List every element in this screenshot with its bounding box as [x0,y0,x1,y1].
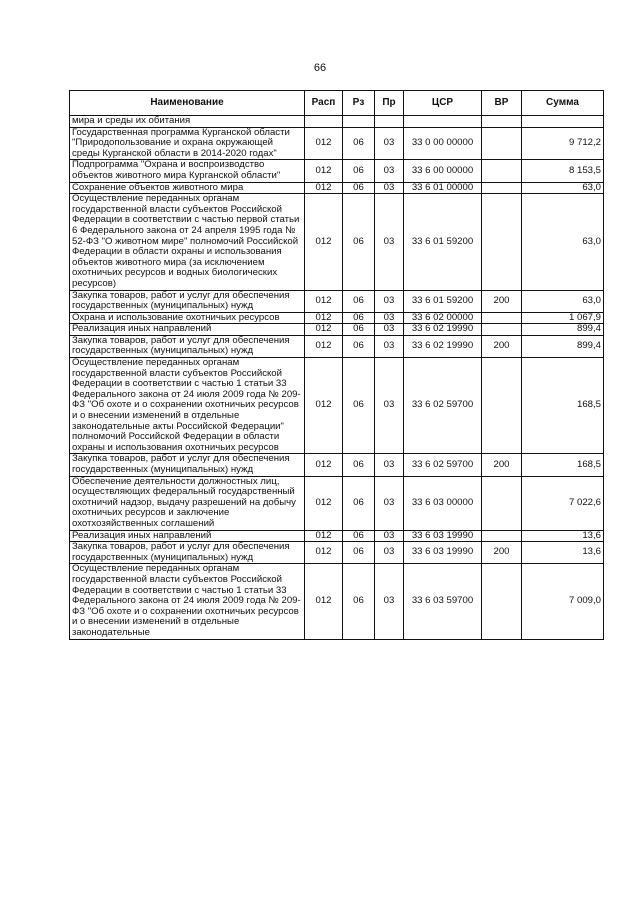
row-csr: 33 6 02 59700 [404,454,482,476]
row-csr: 33 6 03 00000 [404,476,482,530]
row-sum: 7 009,0 [522,564,604,639]
row-rz: 06 [343,454,375,476]
row-pr: 03 [375,454,404,476]
row-rz: 06 [343,335,375,357]
row-rasp: 012 [305,194,343,290]
row-name: Закупка товаров, работ и услуг для обеспечения государственных (муниципальных) нужд [70,454,305,476]
row-name: Осуществление переданных органам государственной власти субъектов Российской Федерации в соответствии с частью 1 статьи 33 Федерального закона от 24 июля 2009 года № 209-ФЗ "Об охоте и о сохранении охотничьих ресурсов и о внесении изменений в отдельные законодательные акты Российской Федерации" полномочий Российской Федерации в области охраны и использования охотничьих ресурсов [70,358,305,454]
row-name: Охрана и использование охотничьих ресурсов [70,312,305,324]
row-rasp: 012 [305,454,343,476]
row-pr: 03 [375,182,404,194]
row-vr [482,358,522,454]
row-csr: 33 6 01 59200 [404,194,482,290]
row-rasp: 012 [305,312,343,324]
row-vr [482,182,522,194]
column-header-sum: Сумма [522,91,604,116]
row-vr: 200 [482,335,522,357]
row-vr [482,312,522,324]
row-vr [482,476,522,530]
column-header-vr: ВР [482,91,522,116]
table-row [70,194,604,290]
row-vr [482,530,522,542]
table-row [70,530,604,542]
row-sum: 7 022,6 [522,476,604,530]
row-rasp: 012 [305,335,343,357]
row-rz: 06 [343,182,375,194]
row-rz: 06 [343,160,375,182]
row-csr: 33 6 00 00000 [404,160,482,182]
row-rz: 06 [343,324,375,336]
row-pr: 03 [375,564,404,639]
table-row [70,182,604,194]
row-rasp: 012 [305,160,343,182]
row-rasp [305,116,343,128]
row-rasp: 012 [305,324,343,336]
column-header-csr: ЦСР [404,91,482,116]
table-row [70,312,604,324]
row-sum: 13,6 [522,542,604,564]
row-rz: 06 [343,542,375,564]
row-sum: 168,5 [522,454,604,476]
row-sum: 9 712,2 [522,127,604,160]
row-pr: 03 [375,542,404,564]
row-rasp: 012 [305,290,343,312]
column-header-name: Наименование [70,91,305,116]
column-header-rz: Рз [343,91,375,116]
row-name: Закупка товаров, работ и услуг для обеспечения государственных (муниципальных) нужд [70,290,305,312]
table-row [70,454,604,476]
row-rz: 06 [343,476,375,530]
row-rz: 06 [343,127,375,160]
row-sum: 8 153,5 [522,160,604,182]
row-csr: 33 6 01 00000 [404,182,482,194]
row-rasp: 012 [305,530,343,542]
column-header-rasp: Расп [305,91,343,116]
row-csr: 33 6 01 59200 [404,290,482,312]
row-rasp: 012 [305,127,343,160]
row-rasp: 012 [305,476,343,530]
table-row [70,127,604,160]
row-rasp: 012 [305,564,343,639]
table-row [70,116,604,128]
row-name: Реализация иных направлений [70,530,305,542]
row-vr [482,127,522,160]
row-pr: 03 [375,312,404,324]
row-rz: 06 [343,564,375,639]
budget-table [69,90,604,640]
table-row [70,476,604,530]
table-row [70,290,604,312]
table-row [70,564,604,639]
row-sum [522,116,604,128]
row-pr: 03 [375,290,404,312]
row-rz: 06 [343,358,375,454]
row-name: Закупка товаров, работ и услуг для обеспечения государственных (муниципальных) нужд [70,542,305,564]
row-pr: 03 [375,476,404,530]
row-name: мира и среды их обитания [70,116,305,128]
row-rasp: 012 [305,182,343,194]
row-name: Закупка товаров, работ и услуг для обеспечения государственных (муниципальных) нужд [70,335,305,357]
row-name: Обеспечение деятельности должностных лиц, осуществляющих федеральный государственный охотничий надзор, выдачу разрешений на добычу охотничьих ресурсов и заключение охотхозяйственных соглашений [70,476,305,530]
table-row [70,160,604,182]
row-rz [343,116,375,128]
row-pr: 03 [375,324,404,336]
row-name: Реализация иных направлений [70,324,305,336]
row-vr [482,564,522,639]
row-pr: 03 [375,160,404,182]
row-sum: 63,0 [522,290,604,312]
table-row [70,324,604,336]
row-sum: 168,5 [522,358,604,454]
row-csr: 33 6 03 19990 [404,530,482,542]
row-sum: 63,0 [522,194,604,290]
table-row [70,542,604,564]
row-pr: 03 [375,194,404,290]
row-pr: 03 [375,358,404,454]
row-vr [482,194,522,290]
row-csr: 33 6 02 19990 [404,324,482,336]
table-row [70,358,604,454]
row-vr [482,116,522,128]
row-name: Сохранение объектов животного мира [70,182,305,194]
row-rz: 06 [343,290,375,312]
row-vr [482,160,522,182]
row-pr: 03 [375,530,404,542]
row-pr: 03 [375,127,404,160]
row-name: Подпрограмма "Охрана и воспроизводство объектов животного мира Курганской области" [70,160,305,182]
row-csr: 33 6 03 19990 [404,542,482,564]
row-rasp: 012 [305,542,343,564]
row-vr: 200 [482,290,522,312]
row-name: Осуществление переданных органам государственной власти субъектов Российской Федерации в соответствии с частью 1 статьи 33 Федерального закона от 24 июля 2009 года № 209-ФЗ "Об охоте и о сохранении охотничьих ресурсов и о внесении изменений в отдельные законодательные [70,564,305,639]
row-csr: 33 6 02 19990 [404,335,482,357]
row-sum: 13,6 [522,530,604,542]
row-csr: 33 6 02 00000 [404,312,482,324]
row-vr: 200 [482,454,522,476]
row-sum: 63,0 [522,182,604,194]
row-rz: 06 [343,312,375,324]
row-name: Государственная программа Курганской области "Природопользование и охрана окружающей среды Курганской области в 2014-2020 годах" [70,127,305,160]
row-csr: 33 0 00 00000 [404,127,482,160]
row-pr: 03 [375,335,404,357]
row-name: Осуществление переданных органам государственной власти субъектов Российской Федерации в соответствии с частью первой статьи 6 Федерального закона от 24 апреля 1995 года № 52-ФЗ "О животном мире" полномочий Российской Федерации в области охраны и использования объектов животного мира (за исключением охотничьих ресурсов и водных биологических ресурсов) [70,194,305,290]
table-row [70,335,604,357]
page-number: 66 [313,62,327,74]
row-sum: 1 067,9 [522,312,604,324]
row-sum: 899,4 [522,324,604,336]
row-csr [404,116,482,128]
header-row [70,91,604,116]
row-vr [482,324,522,336]
row-sum: 899,4 [522,335,604,357]
table-body [70,116,604,640]
row-rz: 06 [343,194,375,290]
row-vr: 200 [482,542,522,564]
table-header [70,91,604,116]
row-rz: 06 [343,530,375,542]
row-pr [375,116,404,128]
row-csr: 33 6 03 59700 [404,564,482,639]
column-header-pr: Пр [375,91,404,116]
row-rasp: 012 [305,358,343,454]
row-csr: 33 6 02 59700 [404,358,482,454]
